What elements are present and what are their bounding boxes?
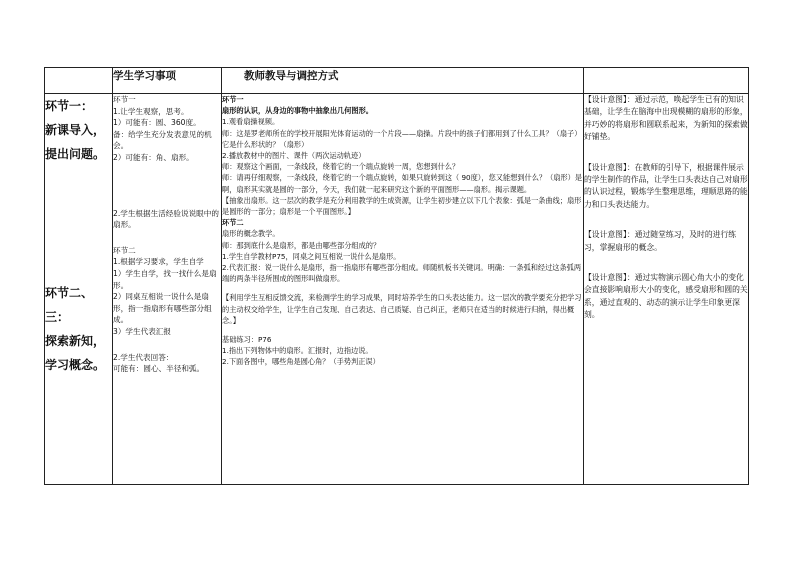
teacher-text: 师：请再仔细观察，一条线段，绕着它的一个端点旋转，如果只旋转到这（ 90度），您又能想到什么？（扇形）是啊，扇形其实就是圆的一部分，今天，我们就一起来研究这个新的平面图形——扇形。揭示课题。: [222, 173, 583, 194]
student-text: 1）学生自学，找一找什么是扇形。: [113, 268, 217, 290]
content-row: [45, 94, 749, 485]
student-text: 环节一: [113, 95, 136, 104]
teacher-text: 1.学生自学教材P75，同桌之间互相说一说什么是扇形。: [222, 251, 401, 261]
teacher-guidance-cell: [222, 94, 584, 485]
student-text: 2.学生代表回答：: [113, 352, 174, 362]
student-text: 1）可能有：圆、360度。: [113, 118, 201, 128]
teacher-text: 环节二: [222, 218, 244, 228]
student-text: 环节二: [113, 245, 136, 255]
teacher-text: 2.代表汇报：说一说什么是扇形，指一指扇形有哪些部分组成。师随机板书关键词。明确：一条弧和经过这条弧两端的两条半径所围成的图形叫做扇形。: [222, 263, 582, 284]
student-text: 可能有：圆心、半径和弧。: [113, 364, 205, 374]
student-text: 1.根据学习要求，学生自学: [113, 257, 204, 267]
stage1-line: 新课导入，: [45, 123, 106, 137]
design-intent-cell: [584, 94, 749, 485]
intent-text: 【设计意图】：通过实物演示圆心角大小的变化会直接影响扇形大小的变化，感受扇形和圆的关系，通过直观的、动态的演示让学生印象更深刻。: [584, 273, 748, 320]
teacher-column-header: 教师教导与调控方式: [222, 68, 584, 94]
student-column-header: 学生学习事项: [113, 68, 222, 94]
teacher-text: 环节一: [222, 95, 244, 104]
teacher-text: 扇形的概念教学。: [222, 229, 280, 239]
teacher-text: 基础练习：P76: [222, 335, 272, 345]
stage2-line: 环节二、: [45, 286, 94, 300]
teacher-text: 2.播放教材中的图片、课件（两次运动轨迹）: [222, 151, 366, 161]
teacher-text: 扇形的认识，从身边的事物中抽象出几何图形。: [222, 106, 373, 116]
stage-column: [45, 94, 113, 485]
header-row: [45, 68, 749, 94]
teacher-text: 1.观看扇操视频。: [222, 117, 280, 127]
stage2-line: 学习概念。: [45, 358, 106, 372]
teacher-text: 【抽象出扇形。这一层次的教学是充分利用教学的生成资源，让学生初步建立以下几个表象：弧是一条曲线；扇形是圆形的一部分；扇形是一个平面图形。】: [222, 195, 582, 217]
student-activities-cell: [113, 94, 222, 485]
teacher-text: 师：这是罗老师所在的学校开展阳光体育运动的一个片段——扇操。片段中的孩子们都用到了什么工具？（扇子）它是什么形状的？（扇形）: [222, 128, 582, 149]
intent-text: 【设计意图】：在教师的引导下，根据课件展示的学生制作的作品，让学生口头表达自己对扇形的认识过程，锻炼学生整理思维，理顺思路的能力和口头表达能力。: [584, 162, 748, 209]
student-text: 1.让学生观察，思考。: [113, 106, 189, 116]
student-text: 备：给学生充分发表意见的机会。: [113, 129, 212, 151]
intent-column-header: [584, 68, 749, 94]
teacher-text: 师：那到底什么是扇形，都是由哪些部分组成的？: [222, 240, 381, 250]
stage1-label: [45, 94, 112, 166]
lesson-plan-table: [44, 67, 749, 485]
intent-text: 【设计意图】：通过示范，唤起学生已有的知识基础，让学生在脑海中出现模糊的扇形的形象，并巧妙的将扇形和圆联系起来，为新知的探索做好铺垫。: [584, 95, 748, 142]
student-text: 2）可能有：角、扇形。: [113, 152, 194, 162]
stage2-label: [45, 281, 112, 377]
stage1-line: 提出问题。: [45, 147, 106, 161]
teacher-text: 【利用学生互相反馈交流，来检测学生的学习成果，同时培养学生的口头表达能力。这一层次的教学要充分把学习的主动权交给学生，让学生自己发现、自己表达、自己质疑、自己纠正，老师只在适当的时候进行归纳，得出概念。】: [222, 293, 582, 325]
teacher-text: 1.指出下列物体中的扇形。汇报时，边指边说。: [222, 346, 373, 356]
student-text: 3）学生代表汇报: [113, 326, 171, 336]
stage1-line: 环节一：: [45, 99, 94, 113]
student-text: 2.学生根据生活经验说说眼中的扇形。: [113, 208, 219, 230]
intent-text: 【设计意图】：通过随堂练习，及时的进行练习，掌握扇形的概念。: [584, 230, 737, 252]
teacher-text: 师：观察这个画面，一条线段，绕着它的一个端点旋转一周，您想到什么？: [222, 162, 460, 172]
stage2-line: 三：: [45, 310, 70, 324]
student-text: 2）同桌互相说一说什么是扇形，指一指扇形有哪些部分组成。: [113, 292, 212, 325]
stage2-line: 探索新知，: [45, 334, 106, 348]
header-empty-cell: [45, 68, 113, 94]
teacher-text: 2.下面各图中，哪些角是圆心角？（手势判正误）: [222, 357, 380, 367]
